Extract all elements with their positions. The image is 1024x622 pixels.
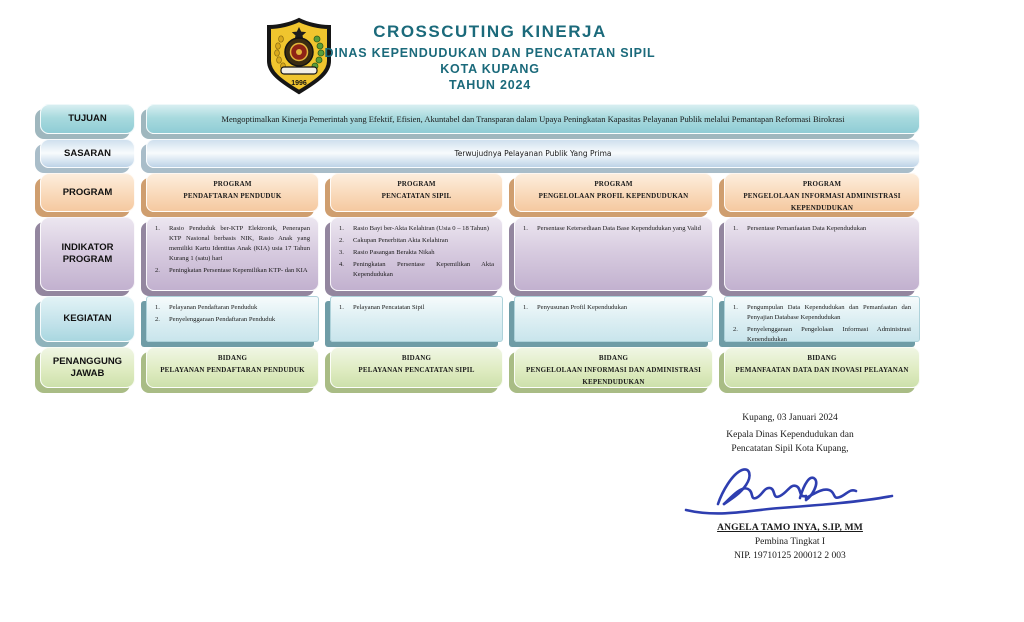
bidang-box-name: PELAYANAN PENDAFTARAN PENDUDUK [160, 365, 305, 374]
sasaran-box [146, 139, 920, 168]
row-label-program: PROGRAM [40, 173, 135, 212]
kegiatan-box-3 [514, 296, 713, 342]
program-box-heading: PROGRAM [594, 180, 633, 188]
list-item: Rasio Pasangan Berakta Nikah [353, 248, 435, 256]
bidang-box-heading: BIDANG [807, 354, 837, 362]
list-item: Pengumpulan Data Kependudukan dan Pemanfaatan dan Penyajian Database Kependudukan [747, 304, 911, 321]
row-label-kegiatan: KEGIATAN [40, 296, 135, 342]
bidang-box-pelayanan-pendaftaran [146, 347, 319, 388]
row-label-tujuan: TUJUAN [40, 104, 135, 134]
signature-image [680, 458, 900, 520]
program-box-name: PENCATATAN SIPIL [381, 191, 452, 200]
page-subtitle-year: TAHUN 2024 [448, 78, 532, 92]
kegiatan-list [725, 297, 919, 342]
list-item: Pelayanan Pencatatan Sipil [353, 304, 425, 311]
indikator-box-2 [330, 217, 503, 291]
indikator-box-1 [146, 217, 319, 291]
kegiatan-list [515, 297, 712, 313]
bidang-box-pemanfaatan-data [724, 347, 920, 388]
signer-rank: Pembina Tingkat I [754, 537, 826, 548]
indikator-list [331, 218, 502, 279]
indikator-list [725, 218, 919, 234]
indikator-box-3 [514, 217, 713, 291]
bidang-box-name: PENGELOLAAN INFORMASI DAN ADMINISTRASI KEPENDUDUKAN [525, 365, 702, 386]
bidang-box-pelayanan-pencatatan [330, 347, 503, 388]
signer-nip: NIP. 19710125 200012 2 003 [734, 550, 846, 561]
signer-name: ANGELA TAMO INYA, S.IP, MM [717, 523, 863, 534]
bidang-box-pengelolaan-informasi [514, 347, 713, 388]
kegiatan-box-2 [330, 296, 503, 342]
sasaran-text: Terwujudnya Pelayanan Publik Yang Prima [454, 149, 612, 158]
signer-title-line1: Kepala Dinas Kependudukan dan [726, 429, 854, 440]
program-box-name: PENGELOLAAN INFORMASI ADMINISTRASI KEPENDUDUKAN [743, 191, 901, 212]
list-item: Rasio Penduduk ber-KTP Elektronik, Penerapan KTP Nasional berbasis NIK, Rasio Anak yang memiliki Kartu Identitas Anak (KIA) usia 17 Tahun Kurang 1 (satu) hari [169, 225, 310, 262]
kegiatan-box-4 [724, 296, 920, 342]
list-item: Penyusunan Profil Kependudukan [537, 304, 628, 311]
list-item: Cakupan Penerbitan Akta Kelahiran [353, 236, 449, 244]
svg-text:1996: 1996 [291, 80, 307, 87]
bidang-box-heading: BIDANG [401, 354, 432, 362]
indikator-list [515, 218, 712, 234]
program-box-name: PENGELOLAAN PROFIL KEPENDUDUKAN [538, 191, 689, 200]
program-box-heading: PROGRAM [213, 180, 252, 188]
program-box-pendaftaran-penduduk [146, 173, 319, 212]
bidang-box-heading: BIDANG [217, 354, 248, 362]
list-item: Penyelenggaraan Pendaftaran Penduduk [169, 315, 276, 323]
row-label-indikator-program: INDIKATOR PROGRAM [40, 217, 135, 291]
kegiatan-box-1 [146, 296, 319, 342]
bidang-box-name: PELAYANAN PENCATATAN SIPIL [358, 365, 475, 374]
kegiatan-list [331, 297, 502, 313]
program-box-heading: PROGRAM [397, 180, 436, 188]
list-item: Peningkatan Persentase Kepemilikan KTP- dan KIA [169, 266, 308, 274]
indikator-box-4 [724, 217, 920, 291]
row-label-penanggung-jawab: PENANGGUNG JAWAB [40, 347, 135, 388]
kegiatan-list [147, 297, 318, 325]
list-item: Peningkatan Persentase Kepemilikan Akta Kependudukan [353, 260, 494, 278]
program-box-heading: PROGRAM [802, 180, 842, 188]
page-subtitle-city: KOTA KUPANG [440, 62, 540, 76]
signer-title-line2: Pencatatan Sipil Kota Kupang, [731, 443, 849, 454]
program-box-informasi-administrasi [724, 173, 920, 212]
bidang-box-name: PEMANFAATAN DATA DAN INOVASI PELAYANAN [735, 365, 909, 374]
page-subtitle-agency: DINAS KEPENDUDUKAN DAN PENCATATAN SIPIL [324, 46, 656, 60]
list-item: Persentase Ketersediaan Data Base Kependudukan yang Valid [537, 225, 701, 232]
tujuan-box [146, 104, 920, 134]
indikator-list [147, 218, 318, 275]
bidang-box-heading: BIDANG [598, 354, 629, 362]
list-item: Rasio Bayi ber-Akta Kelahiran (Usia 0 – 18 Tahun) [353, 225, 489, 232]
page-title: CROSSCUTING KINERJA [373, 22, 607, 41]
list-item: Penyelenggaraan Pengelolaan Informasi Administrasi Kependudukan [747, 325, 911, 342]
signature-block [655, 412, 925, 564]
crosscutting-matrix [40, 104, 920, 388]
list-item: Persentase Pemanfaatan Data Kependudukan [747, 225, 867, 232]
tujuan-text: Mengoptimalkan Kinerja Pemerintah yang Efektif, Efisien, Akuntabel dan Transparan dalam Upaya Peningkatan Kapasitas Pelayanan Publik melalui Pemantapan Reformasi Birokrasi [221, 114, 845, 124]
signature-place-date: Kupang, 03 Januari 2024 [742, 413, 838, 423]
program-box-profil-kependudukan [514, 173, 713, 212]
list-item: Pelayanan Pendaftaran Penduduk [169, 304, 258, 311]
program-box-pencatatan-sipil [330, 173, 503, 212]
program-box-name: PENDAFTARAN PENDUDUK [183, 191, 282, 200]
row-label-sasaran: SASARAN [40, 139, 135, 168]
